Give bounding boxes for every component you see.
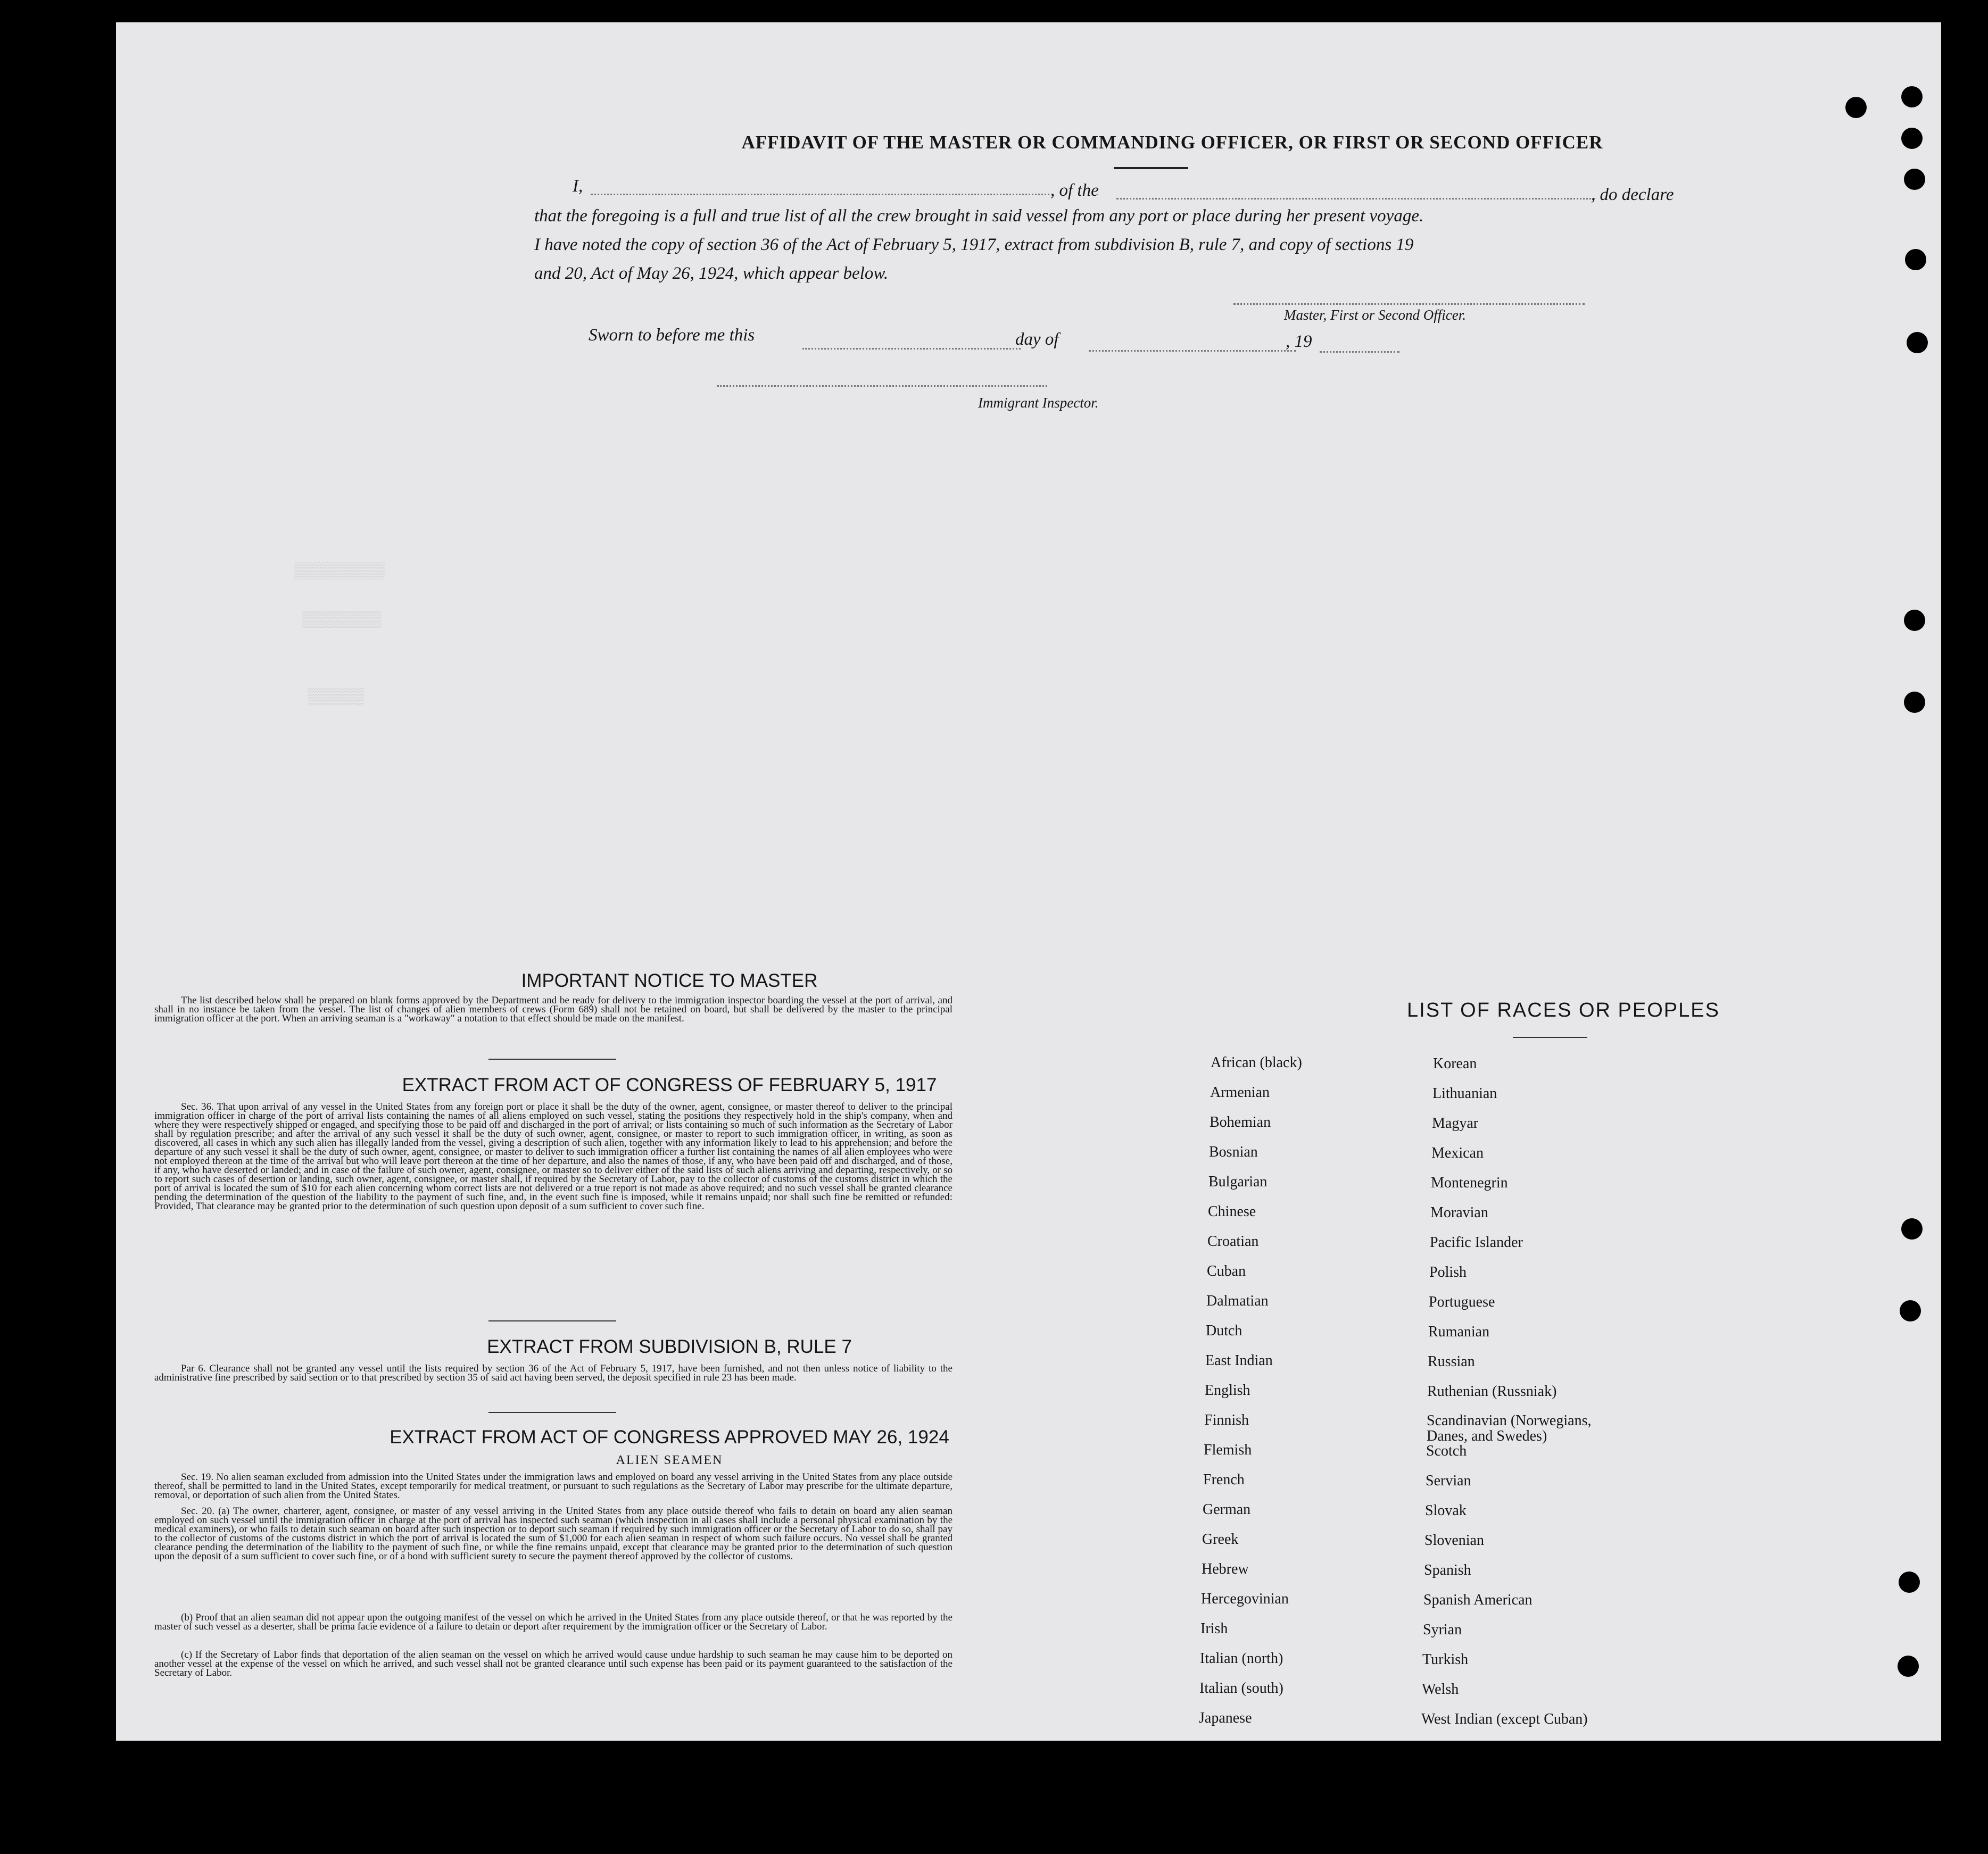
race-item: Italian (north) [1200,1650,1283,1667]
races-underline [1513,1037,1587,1038]
binder-hole [1900,1300,1921,1321]
affidavit-title: AFFIDAVIT OF THE MASTER OR COMMANDING OFFICER, OR FIRST OR SECOND OFFICER [741,132,1603,153]
affidavit-line-4: and 20, Act of May 26, 1924, which appear below. [534,264,889,283]
race-item: Polish [1429,1264,1467,1281]
race-item: Bosnian [1209,1144,1258,1160]
binder-hole [1904,610,1925,631]
affidavit-of-the: , of the [1050,181,1099,200]
race-item: Armenian [1210,1084,1270,1101]
race-item: Greek [1202,1531,1239,1548]
race-item: Hebrew [1202,1561,1249,1577]
vessel-blank-line [1116,198,1595,199]
race-item: Irish [1200,1620,1228,1637]
rule7-text: Par 6. Clearance shall not be granted any vessel until the lists required by section 36 of the Act of February 5, 1917, have been furnished, and not then unless notice of liability to the administrative fine prescribed by said section or to that prescribed by section 35 of said act having been served, the deposit specified in rule 23 has been made. [154,1363,952,1383]
race-item: Bulgarian [1208,1174,1268,1190]
race-item: Pacific Islander [1430,1234,1523,1251]
race-item: Italian (south) [1199,1680,1283,1697]
sec20c-text: (c) If the Secretary of Labor finds that deportation of the alien seaman on the vessel on which he arrived would cause undue hardship to such seaman he may cause him to be deported on another vessel at the expense of the vessel on which he arrived, and such vessel shall not be granted clearance until such expense has been paid or its payment guaranteed to the satisfaction of the Secretary of Labor. [154,1649,952,1678]
document-page [116,22,1941,1741]
binder-hole [1905,249,1926,270]
race-item: Scandinavian (Norwegians, Danes, and Swedes) [1427,1412,1592,1444]
title-underline [1114,167,1188,169]
race-item: Servian [1426,1473,1471,1489]
race-item: Japanese [1199,1710,1252,1726]
binder-hole [1901,1218,1923,1240]
race-item: Flemish [1204,1442,1252,1458]
race-item: Rumanian [1428,1324,1490,1340]
affidavit-line-3: I have noted the copy of section 36 of the Act of February 5, 1917, extract from subdivision B, rule 7, and copy of sections 19 [534,235,1414,254]
sec20a-text: Sec. 20. (a) The owner, charterer, agent, consignee, or master of any vessel arriving in the United States from any place outside thereof who fails to detain on board any alien seaman employed on such vessel until the immigration officer in charge at the port of arrival has inspected such seaman (which inspection in all cases shall include a personal physical examination by the medical examiners), or who fails to detain such seaman on board after such inspection or to deport such seaman if required by such immigration officer or the Secretary of Labor to do so, shall pay to the collector of customs of the customs district in which the port of arrival is located the sum of $1,000 for each alien seaman in respect of whom such failure occurs. No vessel shall be granted clearance pending the determination of the liability to the payment of such fine, or while the fine remains unpaid, except that clearance may be granted prior to the determination of such question upon the deposit of a sum sufficient to cover such fine, or of a bond with sufficient surety to secure the payment thereof approved by the collector of customs. [154,1506,952,1562]
race-item: Mexican [1431,1145,1484,1161]
divider [488,1059,616,1060]
race-item: Korean [1433,1055,1477,1072]
ghost-mark: ▒▒▒▒▒ [308,687,365,705]
master-signature-line [1233,303,1585,305]
races-title: LIST OF RACES OR PEOPLES [1407,999,1720,1021]
sec20b-text: (b) Proof that an alien seaman did not appear upon the outgoing manifest of the vessel on which he arrived in the United States from any place outside thereof, or that he was reported by the master of such vessel as a deserter, shall be prima facie evidence of a failure to detain or deport after requirement by the immigration officer or the Secretary of Labor. [154,1612,952,1632]
alien-seamen-subtitle: ALIEN SEAMEN [616,1453,723,1467]
rule7-title: EXTRACT FROM SUBDIVISION B, RULE 7 [487,1336,852,1357]
race-item: Magyar [1432,1115,1479,1132]
affidavit-do-declare: , do declare [1591,185,1674,204]
binder-hole [1904,692,1925,713]
race-item: Scotch [1426,1443,1467,1459]
binder-hole [1899,1572,1920,1593]
affidavit-line-2: that the foregoing is a full and true list of all the crew brought in said vessel from any port or place during her present voyage. [534,206,1424,226]
month-blank-line [1089,350,1296,352]
race-item: Dalmatian [1206,1293,1269,1309]
race-item: Slovak [1425,1502,1467,1519]
ghost-mark: ▒▒▒▒▒▒▒▒ [294,562,385,579]
race-item: Montenegrin [1431,1175,1508,1191]
race-item: Moravian [1430,1204,1488,1221]
divider [488,1412,616,1413]
year-label: , 19 [1286,332,1312,351]
binder-hole [1901,86,1923,107]
notice-text: The list described below shall be prepared on blank forms approved by the Department and be ready for delivery to the immigration inspector boarding the vessel at the port of arrival, and shall in no instance be taken from the vessel. The list of changes of alien members of crews (Form 689) shall not be retained on board, but shall be delivered by the master to the principal immigration officer at the port. When an arriving seaman is a "workaway" a notation to that effect should be made on the manifest. [154,995,952,1024]
race-item: Hercegovinian [1201,1591,1289,1607]
extract-1917-text: Sec. 36. That upon arrival of any vessel in the United States from any foreign port or place it shall be the duty of the owner, agent, consignee, or master thereof to deliver to the principal immigration officer in charge of the port of arrival lists containing the names of all aliens employed on such vessel, stating the positions they respectively hold in the ship's company, when and where they were respectively shipped or engaged, and specifying those to be paid off and discharged in the port of arrival; or lists containing so much of such information as the Secretary of Labor shall by regulation prescribe; and after the arrival of any such vessel it shall be the duty of such owner, agent, consignee, or master to report to such immigration officer, in writing, as soon as discovered, all cases in which any such alien has illegally landed from the vessel, giving a description of such alien, together with any information likely to lead to his apprehension; and before the departure of any such vessel it shall be the duty of such owner, agent, consignee, or master to deliver to such immigration officer a further list containing the names of all alien employees who were not employed thereon at the time of the arrival but who will leave port thereon at the time of her departure, and also the names of those, if any, who have been paid off and discharged, and of those, if any, who have deserted or landed; and in case of the failure of such owner, agent, consignee, or master so to deliver either of the said lists of such aliens arriving and departing, respectively, or so to report such cases of desertion or landing, such owner, agent, consignee, or master shall, if required by the Secretary of Labor, pay to the collector of customs of the customs district in which the port of arrival is located the sum of $10 for each alien concerning whom correct lists are not delivered or a true report is not made as above required; and no such vessel shall be granted clearance pending the determination of the question of the liability to the payment of such fine, and, in the event such fine is imposed, while it remains unpaid; nor shall such fine be remitted or refunded: Provided, That clearance may be granted prior to the determination of such question upon deposit of a sum sufficient to cover such fine. [154,1101,952,1212]
race-item: Syrian [1423,1622,1462,1638]
race-item: Dutch [1206,1323,1242,1339]
master-signature-label: Master, First or Second Officer. [1284,307,1466,323]
day-of-label: day of [1015,330,1059,349]
race-item: Chinese [1208,1203,1256,1220]
sec19-text: Sec. 19. No alien seaman excluded from admission into the United States under the immigration laws and employed on board any vessel arriving in the United States from any place outside thereof, shall be permitted to land in the United States, except temporarily for medical treatment, or pursuant to such regulations as the Secretary of Labor may prescribe for the ultimate departure, removal, or deportation of such alien from the United States. [154,1471,952,1501]
binder-hole [1904,169,1925,190]
race-item: Portuguese [1429,1294,1495,1310]
name-blank-line [591,194,1054,195]
race-item: Croatian [1207,1233,1259,1250]
binder-hole [1845,97,1867,118]
race-item: Finnish [1204,1412,1249,1428]
inspector-signature-label: Immigrant Inspector. [978,395,1099,411]
divider [488,1320,616,1321]
race-item: West Indian (except Cuban) [1421,1711,1588,1727]
notice-title: IMPORTANT NOTICE TO MASTER [521,970,818,991]
race-item: French [1203,1471,1245,1488]
race-item: German [1203,1501,1251,1518]
race-item: Spanish [1424,1562,1471,1578]
ghost-mark: ▒▒▒▒▒▒▒ [302,610,382,628]
race-item: Welsh [1422,1681,1459,1698]
race-item: Ruthenian (Russniak) [1427,1383,1557,1400]
race-item: Russian [1428,1353,1475,1370]
race-item: Bohemian [1210,1114,1271,1130]
extract-1917-title: EXTRACT FROM ACT OF CONGRESS OF FEBRUARY 5, 1917 [402,1075,937,1095]
race-item: East Indian [1205,1352,1273,1369]
binder-hole [1907,332,1928,353]
race-item: Lithuanian [1432,1085,1497,1102]
race-item: Slovenian [1424,1532,1484,1549]
extract-1924-title: EXTRACT FROM ACT OF CONGRESS APPROVED MAY 26, 1924 [390,1427,949,1448]
sworn-label: Sworn to before me this [589,326,755,345]
race-item: English [1205,1382,1250,1399]
year-blank-line [1320,351,1399,353]
affidavit-i-label: I, [573,177,583,196]
binder-hole [1898,1656,1919,1677]
race-item: Turkish [1422,1651,1469,1668]
inspector-signature-line [717,385,1047,387]
day-blank-line [802,348,1021,350]
race-item: Spanish American [1423,1592,1533,1608]
race-item: African (black) [1211,1054,1302,1071]
binder-hole [1901,128,1923,149]
race-item: Cuban [1207,1263,1246,1279]
